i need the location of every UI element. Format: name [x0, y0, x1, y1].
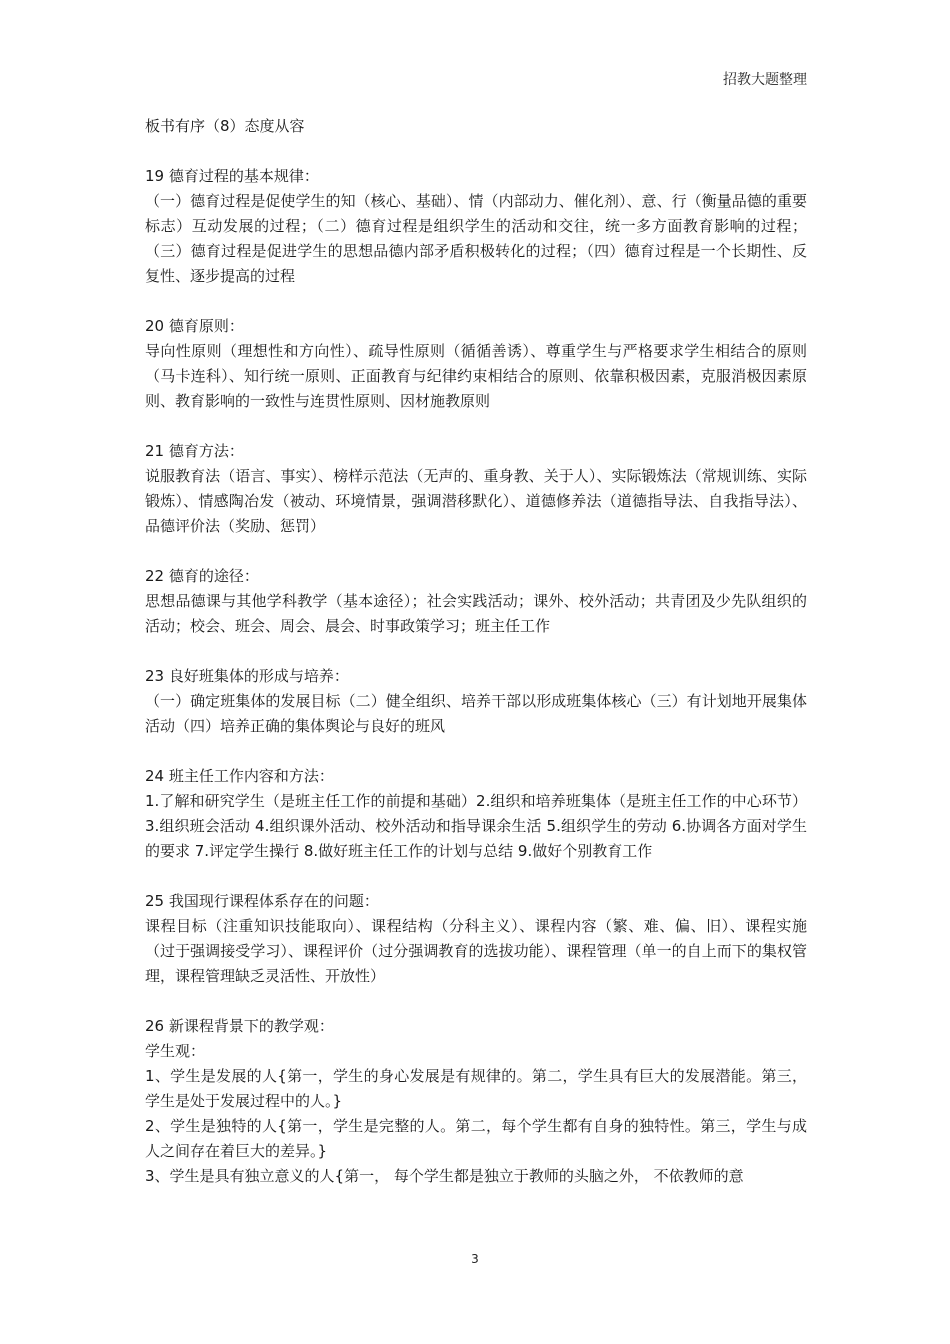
section-body-24: 1.了解和研究学生（是班主任工作的前提和基础）2.组织和培养班集体（是班主任工作的中心环节）3.组织班会活动 4.组织课外活动、校外活动和指导课余生活 5.组织学生的劳动 6.协调各方面对学生的要求 7.评定学生操行 8.做好班主任工作的计划与总结 9.做好个别教育工作 [145, 792, 807, 860]
section-heading-20: 20 德育原则： [145, 317, 244, 335]
section-heading-19: 19 德育过程的基本规律： [145, 167, 319, 185]
section-heading-22: 22 德育的途径： [145, 567, 259, 585]
section-heading-23: 23 良好班集体的形成与培养： [145, 667, 349, 685]
section-heading-24: 24 班主任工作内容和方法： [145, 767, 334, 785]
section-body-22: 思想品德课与其他学科教学（基本途径）；社会实践活动；课外、校外活动；共青团及少先队组织的活动；校会、班会、周会、晨会、时事政策学习；班主任工作 [145, 592, 807, 635]
section-body-23: （一）确定班集体的发展目标（二）健全组织、培养干部以形成班集体核心（三）有计划地开展集体活动（四）培养正确的集体舆论与良好的班风 [145, 692, 807, 735]
page-number: 3 [471, 1252, 479, 1266]
section-heading-26: 26 新课程背景下的教学观： [145, 1017, 334, 1035]
section-body-19: （一）德育过程是促使学生的知（核心、基础）、情（内部动力、催化剂）、意、行（衡量品德的重要标志）互动发展的过程；（二）德育过程是组织学生的活动和交往，统一多方面教育影响的过程；（三）德育过程是促进学生的思想品德内部矛盾积极转化的过程；（四）德育过程是一个长期性、反复性、逐步提高的过程 [145, 192, 807, 285]
section-line: 学生观： [145, 1042, 206, 1060]
section-body-25: 课程目标（注重知识技能取向）、课程结构（分科主义）、课程内容（繁、难、偏、旧）、课程实施（过于强调接受学习）、课程评价（过分强调教育的选拔功能）、课程管理（单一的自上而下的集权管理，课程管理缺乏灵活性、开放性） [145, 917, 807, 985]
section-line: 3、学生是具有独立意义的人{第一， 每个学生都是独立于教师的头脑之外， 不依教师的意 [145, 1167, 744, 1185]
document-body [145, 114, 807, 1189]
section-heading-21: 21 德育方法： [145, 442, 244, 460]
paragraph-text: 板书有序（8）态度从容 [145, 117, 305, 135]
page-header: 招教大题整理 [723, 72, 807, 88]
section-body-21: 说服教育法（语言、事实）、榜样示范法（无声的、重身教、关于人）、实际锻炼法（常规训练、实际锻炼）、情感陶冶发（被动、环境情景，强调潜移默化）、道德修养法（道德指导法、自我指导法）、品德评价法（奖励、惩罚） [145, 467, 807, 535]
section-body-20: 导向性原则（理想性和方向性）、疏导性原则（循循善诱）、尊重学生与严格要求学生相结合的原则（马卡连科）、知行统一原则、正面教育与纪律约束相结合的原则、依靠积极因素，克服消极因素原则、教育影响的一致性与连贯性原则、因材施教原则 [145, 342, 807, 410]
section-heading-25: 25 我国现行课程体系存在的问题： [145, 892, 379, 910]
section-line: 2、学生是独特的人{第一，学生是完整的人。第二，每个学生都有自身的独特性。第三，学生与成人之间存在着巨大的差异。} [145, 1117, 807, 1160]
section-line: 1、学生是发展的人{第一，学生的身心发展是有规律的。第二，学生具有巨大的发展潜能。第三，学生是处于发展过程中的人。} [145, 1067, 807, 1110]
